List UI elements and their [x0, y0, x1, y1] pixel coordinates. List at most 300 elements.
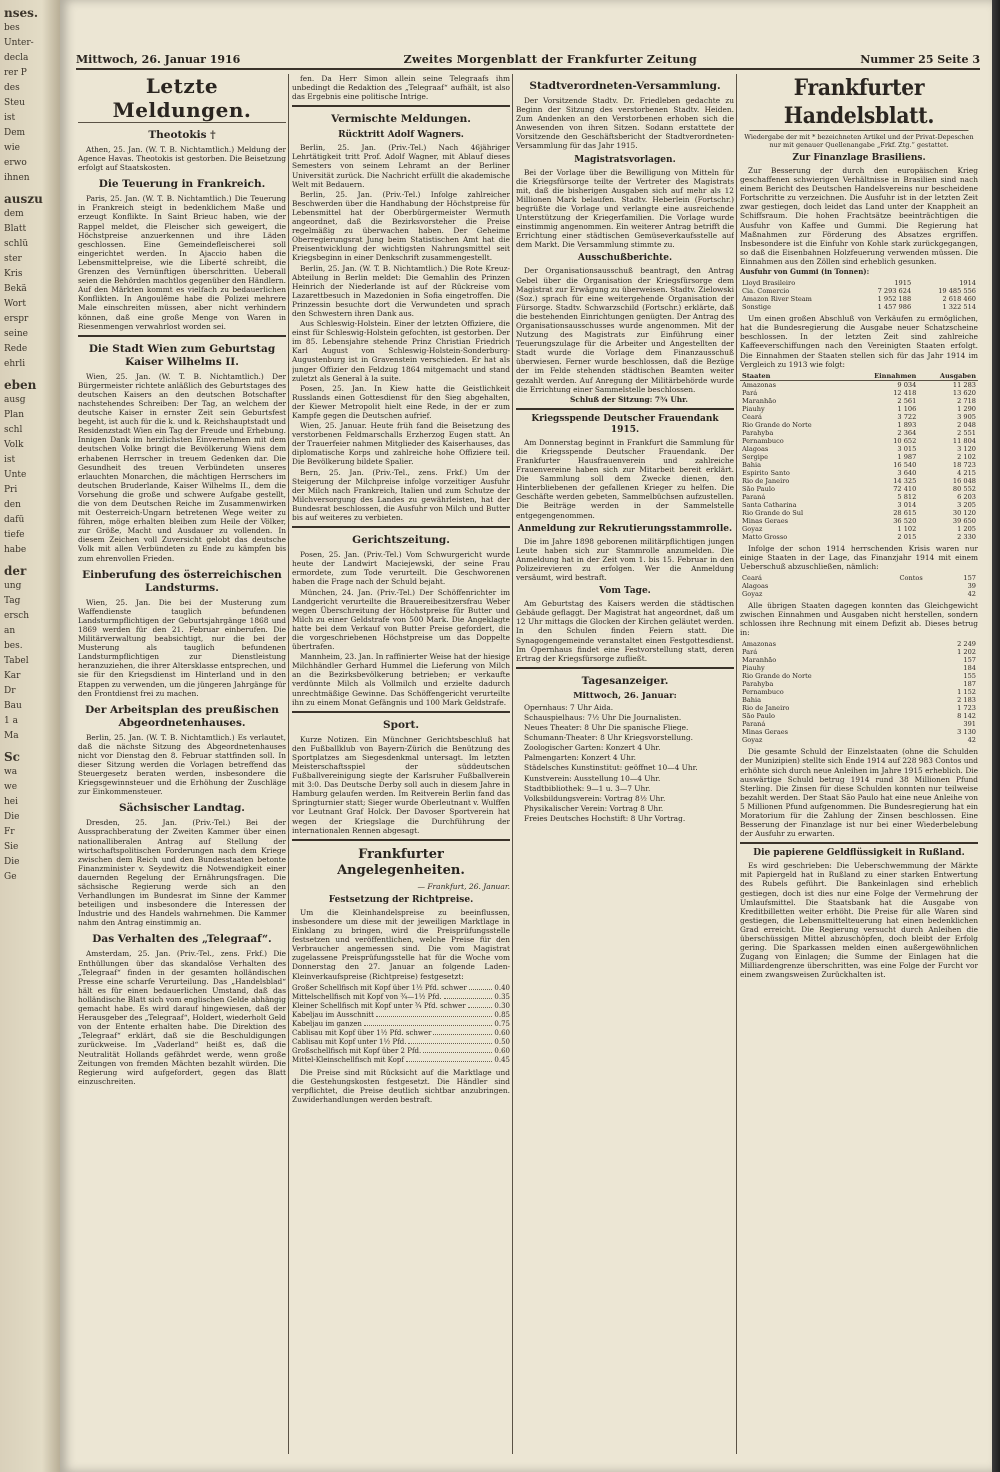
- article-text: Alle übrigen Staaten dagegen konnten das Gleichgewicht zwischen Einnahmen und Ausgaben nicht herstellen, sondern schlossen ihre Rechnung mit einem Defizit ab. Dieses betrug in:: [740, 600, 978, 638]
- article-text: Am Geburtstag des Kaisers werden die städtischen Gebäude geflaggt. Der Magistrat hat angeordnet, daß um 12 Uhr mittags die Glocken der Kirchen geläutet werden. In den Schulen finden Feiern statt. Die Synagogengemeinde veranstaltet einen Festgottesdienst. Im Opernhaus findet eine Festvorstellung statt, deren Ertrag der Kriegsfürsorge zufließt.: [516, 599, 734, 663]
- section-title: Gerichtszeitung.: [352, 534, 450, 547]
- price-value: 0.30: [494, 1001, 510, 1010]
- strip-fragment: schlü: [4, 239, 29, 249]
- strip-fragment: Steu: [4, 98, 25, 108]
- strip-fragment: we: [4, 782, 18, 792]
- table-row: [740, 413, 978, 421]
- table-cell: 5 812: [897, 492, 917, 501]
- table-cell: 391: [963, 720, 976, 729]
- divider: [292, 839, 510, 841]
- export-table: [740, 279, 978, 311]
- strip-fragment: Kris: [4, 269, 23, 279]
- price-row: [292, 1047, 510, 1056]
- table-cell: 3 205: [957, 500, 976, 509]
- article-subtitle: Anmeldung zur Rekrutierungsstammrolle.: [517, 523, 733, 534]
- article-text: Um einen großen Abschluß von Verkäufen zu ermöglichen, hat die Bundesregierung die Ausgabe neuer Schatzscheine beschlossen. In der letzten Zeit sind zahlreiche Kaffeeverschiffungen nach den Vereinigten Staaten erfolgt. Die Einnahmen der Staaten stellen sich für das Jahr 1914 im Vergleich zu 1913 wie folgt:: [740, 314, 978, 369]
- price-item: Großschellfisch mit Kopf über 2 Pfd.: [292, 1046, 422, 1055]
- article-text: Wien, 25. Jan. Die bei der Musterung zum Waffendienste tauglich befundenen Landsturmpflichtigen der Geburtsjahrgänge 1868 und 1869 werden für den 21. Februar einberufen. Die Militärverwaltung beabsichtigt, nur die bei der Musterung als tauglich befundenen Landsturmpflichtigen zur Dienstleistung heranzuziehen, die ihrer Altersklasse entsprechen, und sie für den Kriegsdienst im Hinterland und in den Etappen zu verwenden, um die jüngeren Jahrgänge für den Frontdienst frei zu machen.: [78, 597, 286, 698]
- table-row: [740, 461, 978, 469]
- strip-fragment: Tag: [4, 596, 21, 606]
- price-item: Großer Schellfisch mit Kopf über 1½ Pfd. schwer: [292, 983, 467, 992]
- article-text: Bei der Vorlage über die Bewilligung von Mitteln für die Kriegsfürsorge teilte der Vertreter des Magistrats mit, daß die bisherigen Ausgaben sich auf mehr als 12 Millionen Mark belaufen. Stadtv. Heberlein (Fortschr.) begrüßte die Vorlage und verlangte eine ausreichende Unterstützung der Kriegerfamilien. Die Vorlage wurde einstimmig angenommen. Ein weiterer Antrag betrifft die Errichtung einer städtischen Gemüseverkaufsstelle auf dem Markt. Die Versammlung stimmte zu.: [516, 167, 734, 250]
- table-row: [740, 509, 978, 517]
- table-row: [740, 590, 978, 598]
- strip-fragment: eben: [4, 378, 37, 392]
- table-cell: 11 283: [952, 380, 976, 389]
- strip-fragment: den: [4, 500, 21, 510]
- strip-fragment: an: [4, 626, 16, 636]
- newspaper-page: [60, 0, 992, 1472]
- table-cell: 80 552: [952, 484, 976, 493]
- price-row: [292, 1038, 510, 1047]
- article-text: Amsterdam, 25. Jan. (Priv.-Tel., zens. Frkf.) Die Enthüllungen über das skandalöse Verhalten des „Telegraaf“ finden in der gesamten holländischen Presse eine scharfe Verurteilung. Das „Handelsblad“ hält es für einen bedauerlichen Umstand, daß das holländische Blatt sich vom englischen Gelde abhängig gemacht habe. Es wird darauf hingewiesen, daß der Herausgeber des „Telegraaf“, Holdert, wiederholt Geld von der Entente erhalten habe. Die Direktion des „Telegraaf“ erklärt, daß sie die Beschuldigungen zurückweise. Im „Vaderland“ heißt es, daß die Neutralität Hollands gefährdet werde, wenn große Zeitungen von fremden Mächten bezahlt würden. Die Regierung wird aufgefordert, gegen das Blatt einzuschreiten.: [78, 949, 286, 1086]
- session-close: Schluß der Sitzung: 7¾ Uhr.: [570, 394, 688, 404]
- table-cell: Bahia: [742, 460, 762, 469]
- table-cell: 1 987: [897, 452, 917, 461]
- table-cell: 1 322 514: [942, 303, 976, 312]
- table-cell: Ceará: [742, 412, 762, 421]
- table-cell: Maranhão: [742, 656, 777, 665]
- strip-fragment: ster: [4, 254, 22, 264]
- table-row: [740, 704, 978, 712]
- strip-fragment: Unte: [4, 470, 27, 480]
- strip-fragment: habe: [4, 545, 27, 555]
- article-text: Es wird geschrieben: Die Ueberschwemmung der Märkte mit Papiergeld hat in Rußland zu einer starken Entwertung des Rubels geführt. Die Bankeinlagen sind erheblich gestiegen, doch ist dies nur eine Folge der Vermehrung der Umlaufsmittel. Die Staatsbank hat die Ausgabe von Kreditbilletten weiter erhöht. Die Preise für alle Waren sind gestiegen, die Lebensmittelteuerung hat einen bedenklichen Grad erreicht. Die Regierung versucht durch Anleihen die überschüssigen Mittel abzuschöpfen, doch bleibt der Erfolg gering. Die Sparkassen melden einen außergewöhnlichen Zugang von Einlagen; die Summe der Einlagen hat die Milliardengrenze überschritten, was eine Folge der Furcht vor einem zwangsweisen Zurückhalten ist.: [740, 861, 978, 980]
- deficit-table: [740, 640, 978, 744]
- table-cell: 18 723: [952, 460, 976, 469]
- table-header-cell: Einnahmen: [850, 372, 919, 381]
- price-row: [292, 1020, 510, 1029]
- table-cell: São Paulo: [742, 484, 775, 493]
- price-item: Cablisau mit Kopf über 1½ Pfd. schwer: [292, 1028, 432, 1037]
- column-3: [516, 74, 734, 1454]
- table-cell: 3 015: [897, 444, 917, 453]
- article-title: Die Stadt Wien zum Geburtstag Kaiser Wilhelms II.: [88, 342, 276, 368]
- table-row: [740, 405, 978, 413]
- divider: [516, 408, 734, 410]
- article-text: Mannheim, 23. Jan. In raffinierter Weise hat der hiesige Milchhändler Gerhard Hummel die Lieferung von Milch an die Bezirksbevölkerung betrieben; er verkaufte verdünnte Milch als Vollmilch und erzielte dadurch unrechtmäßige Gewinne. Das Schöffengericht verurteilte ihn zu einem Monat Gefängnis und 100 Mark Geldstrafe.: [292, 652, 510, 707]
- divider: [740, 842, 978, 844]
- article-text: Bern, 25. Jan. (Priv.-Tel., zens. Frkf.) Um der Steigerung der Milchpreise infolge vorzeitiger Ausfuhr der Milch nach Frankreich, Italien und zum Schutze der Milchversorgung des Landes zu gewährleisten, hat der Bundesrat beschlossen, die Ausfuhr von Milch und Butter bis auf weiteres zu verbieten.: [292, 467, 510, 523]
- strip-fragment: Pri: [4, 485, 18, 495]
- table-cell: Alagoas: [742, 581, 769, 590]
- price-value: 0.75: [494, 1019, 510, 1028]
- article-subtitle: Vom Tage.: [599, 586, 651, 597]
- price-value: 0.45: [494, 1055, 510, 1064]
- price-value: 0.60: [494, 1028, 510, 1037]
- table-cell: 1 205: [957, 524, 976, 533]
- table-cell: 3 130: [957, 728, 976, 737]
- divider: [516, 667, 734, 669]
- divider: [292, 526, 510, 528]
- table-row: [740, 525, 978, 533]
- price-item: Kabeljau im ganzen: [292, 1019, 362, 1028]
- strip-fragment: ausg: [4, 395, 26, 405]
- table-cell: 13 620: [952, 388, 976, 397]
- price-row: [292, 1011, 510, 1020]
- table-cell: 1 106: [897, 404, 917, 413]
- column-rule: [512, 74, 513, 1454]
- table-caption: Ausfuhr von Gummi (in Tonnen):: [740, 267, 870, 277]
- strip-fragment: wa: [4, 767, 18, 777]
- article-title: Der Arbeitsplan des preußischen Abgeordnetenhauses.: [85, 703, 279, 729]
- handelsblatt-masthead: Frankfurter Handelsblatt.: [750, 74, 969, 131]
- table-row: [740, 469, 978, 477]
- table-cell: Santa Catharina: [742, 500, 797, 509]
- column-2: [292, 74, 510, 1454]
- table-cell: 1 152: [957, 688, 976, 697]
- price-list: [292, 984, 510, 1065]
- table-row: [740, 728, 978, 736]
- article-text: Der Vorsitzende Stadtv. Dr. Friedleben gedachte zu Beginn der Sitzung des verstorbenen Stadtv. Heiden. Zum Andenken an den Verstorbenen erhoben sich die Anwesenden von ihren Sitzen. Sodann erstattete der Vorsitzende den Geschäftsbericht der Stadtverordneten-Versammlung für das Jahr 1915.: [516, 96, 734, 151]
- table-cell: 2 330: [957, 532, 976, 541]
- table-cell: 11 804: [952, 436, 976, 445]
- listing-item: Palmengarten: Konzert 4 Uhr.: [524, 753, 636, 763]
- table-row: [740, 437, 978, 445]
- table-cell: 28 615: [893, 508, 917, 517]
- strip-fragment: ung: [4, 581, 22, 591]
- table-cell: 6 203: [957, 492, 976, 501]
- table-cell: Rio Grande do Sul: [742, 508, 804, 517]
- section-title: Tagesanzeiger.: [581, 674, 669, 687]
- price-item: Mittelschellfisch mit Kopf von ¾—1½ Pfd.: [292, 992, 442, 1001]
- page-header: [76, 54, 980, 70]
- table-cell: 16 540: [893, 460, 917, 469]
- table-cell: Rio de Janeiro: [742, 704, 790, 713]
- strip-fragment: nses.: [4, 6, 39, 20]
- strip-fragment: Blatt: [4, 224, 27, 234]
- article-subtitle: Festsetzung der Richtpreise.: [328, 894, 474, 905]
- table-row: [740, 397, 978, 405]
- article-subtitle: Kriegsspende Deutscher Frauendank 1915.: [531, 413, 719, 435]
- divider: [292, 105, 510, 107]
- table-cell: 1 952 188: [877, 295, 912, 304]
- table-cell: Espirito Santo: [742, 468, 790, 477]
- table-row: [740, 640, 978, 648]
- table-cell: Minas Geraes: [742, 516, 789, 525]
- table-cell: 10 652: [893, 436, 917, 445]
- strip-fragment: hei: [4, 797, 19, 807]
- table-cell: 14 325: [893, 476, 917, 485]
- listing-date: Mittwoch, 26. Januar:: [573, 690, 677, 701]
- strip-fragment: ist: [4, 113, 16, 123]
- price-dots: [408, 1038, 492, 1044]
- article-text: Berlin, 25. Jan. (W. T. B. Nichtamtlich.) Es verlautet, daß die nächste Sitzung des Abgeordnetenhauses nicht vor Dienstag den 8. Februar stattfinden soll. In dieser Sitzung werden die Vorlagen betreffend das Steuergesetz beraten werden, insbesondere die Kriegsgewinnsteuer und die Erhöhung der Zuschläge zur Einkommensteuer.: [78, 732, 286, 797]
- price-value: 0.60: [494, 1046, 510, 1055]
- table-cell: Lloyd Brasileiro: [742, 279, 796, 288]
- table-cell: Pará: [742, 388, 758, 397]
- strip-fragment: dem: [4, 209, 24, 219]
- strip-fragment: Sc: [4, 750, 20, 764]
- table-cell: 12 418: [893, 388, 917, 397]
- table-cell: 3 640: [897, 468, 917, 477]
- section-title: Sport.: [383, 718, 419, 731]
- table-row: [740, 303, 978, 311]
- table-cell: 9 034: [897, 380, 917, 389]
- table-row: [740, 582, 978, 590]
- article-text: Zur Besserung der durch den europäischen Krieg geschaffenen schwierigen Verhältnisse in Brasilien sind nach einem Bericht des Deutschen Handelsvereins nur bescheidene Fortschritte zu verzeichnen. Die Ausfuhr ist in der letzten Zeit zwar gestiegen, doch leidet das Land unter der Knappheit an Schiffsraum. Die hohen Frachtsätze beeinträchtigen die Ausfuhr von Kaffee und Gummi. Die Regierung hat Maßnahmen zur Förderung des Absatzes ergriffen. Insbesondere ist die Einfuhr von Kohle stark zurückgegangen, so daß die Eisenbahnen Holzfeuerung verwenden müssen. Die Einnahmen aus den Zöllen sind erheblich gesunken.: [740, 166, 978, 266]
- article-text: Die gesamte Schuld der Einzelstaaten (ohne die Schulden der Munizipien) stellte sich Ende 1914 auf 228 983 Contos und erhöhte sich durch neue Anleihen im Jahre 1915 erheblich. Die auswärtige Schuld betrug 1914 rund 38 Millionen Pfund Sterling. Die Zinsen für diese Schulden konnten nur teilweise bezahlt werden. Der Staat São Paulo hat eine neue Anleihe von 5 Millionen Pfund aufgenommen. Die Bundesregierung hat ein Moratorium für die Zahlung der Zinsen beschlossen. Eine Besserung der Finanzlage ist nur bei einer Wiederbelebung der Ausfuhr zu erwarten.: [740, 747, 978, 839]
- table-cell: 187: [963, 680, 976, 689]
- article-subtitle: Ausschußberichte.: [577, 253, 673, 264]
- listing-item: Freies Deutsches Hochstift: 8 Uhr Vortrag.: [524, 813, 686, 823]
- article-list: [292, 550, 510, 707]
- table-row: [740, 389, 978, 397]
- table-cell: Piauhy: [742, 404, 765, 413]
- listing-item: Volksbildungsverein: Vortrag 8½ Uhr.: [524, 793, 666, 803]
- strip-fragment: Dem: [4, 128, 26, 138]
- table-cell: 1 457 986: [877, 303, 912, 312]
- strip-fragment: ist: [4, 455, 16, 465]
- table-cell: Pernambuco: [742, 436, 784, 445]
- table-cell: Sergipe: [742, 452, 769, 461]
- surplus-table: [740, 574, 978, 598]
- table-cell: 2 183: [957, 696, 976, 705]
- article-text: Am Donnerstag beginnt in Frankfurt die Sammlung für die Kriegsspende Deutscher Frauendank. Der Frankfurter Hausfrauenverein und zahlreiche Frauenvereine haben sich zur Mitarbeit bereit erklärt. Die Sammlung soll dem Zwecke dienen, den Hinterbliebenen der gefallenen Krieger zu helfen. Die Geschäfte werden gebeten, Sammelbüchsen aufzustellen. Die Beiträge werden in der Sammelstelle entgegengenommen.: [516, 437, 734, 520]
- state-revenue-table: [740, 372, 978, 541]
- strip-fragment: Rede: [4, 344, 28, 354]
- article-text: Berlin, 25. Jan. (W. T. B. Nichtamtlich.) Die Rote Kreuz-Abteilung in Berlin meldet: Die Gemahlin des Prinzen Heinrich der Niederlande ist auf der Rückreise vom Lazarettbesuch in Mazedonien in Sofia eingetroffen. Die Prinzessin besuchte dort die Verwundeten und sprach den Schwestern ihren Dank aus.: [292, 263, 510, 318]
- table-cell: 2 364: [897, 428, 917, 437]
- strip-fragment: auszu: [4, 192, 43, 206]
- price-value: 0.85: [494, 1010, 510, 1019]
- strip-fragment: decla: [4, 53, 29, 63]
- strip-fragment: Volk: [4, 440, 24, 450]
- price-dots: [433, 1029, 492, 1035]
- table-cell: Goyaz: [742, 589, 763, 598]
- strip-fragment: bes.: [4, 641, 23, 651]
- price-value: 0.50: [494, 1037, 510, 1046]
- table-row: [740, 445, 978, 453]
- table-cell: 16 048: [952, 476, 976, 485]
- table-cell: Alagoas: [742, 444, 769, 453]
- listing-item: Kunstverein: Ausstellung 10—4 Uhr.: [524, 773, 661, 783]
- strip-fragment: Die: [4, 812, 20, 822]
- table-cell: 2 551: [957, 428, 976, 437]
- table-cell: [837, 582, 924, 590]
- price-value: 0.40: [494, 983, 510, 992]
- table-cell: 8 142: [957, 712, 976, 721]
- article-title: Sächsischer Landtag.: [119, 802, 245, 815]
- table-cell: Cia. Comercio: [742, 287, 790, 296]
- table-cell: 1915: [894, 279, 912, 288]
- article-text: Berlin, 25. Jan. (Priv.-Tel.) Nach 46jähriger Lehrtätigkeit tritt Prof. Adolf Wagner, mit Ablauf dieses Semesters von seinem Lehramt an der Berliner Universität zurück. Die Nachricht erfüllt die akademische Welt mit Bedauern.: [292, 143, 510, 189]
- table-cell: Maranhão: [742, 396, 777, 405]
- article-title: Die Teuerung in Frankreich.: [98, 178, 266, 191]
- table-cell: Rio Grande do Norte: [742, 420, 812, 429]
- table-cell: 1 290: [957, 404, 976, 413]
- strip-fragment: der: [4, 564, 27, 578]
- listing-item: Opernhaus: 7 Uhr Aida.: [524, 702, 614, 712]
- strip-fragment: erspr: [4, 314, 29, 324]
- table-cell: 3 722: [897, 412, 917, 421]
- table-cell: Rio de Janeiro: [742, 476, 790, 485]
- table-cell: [837, 590, 924, 598]
- table-row: [740, 477, 978, 485]
- article-text: Der Organisationsausschuß beantragt, den Antrag Gebel über die Organisation der Kriegsfürsorge dem Magistrat zur Erwägung zu überweisen. Stadtv. Zielowski (Soz.) sprach für eine weitergehende Organisation der Fürsorge. Stadtv. Schwarzschild (Fortschr.) erklärte, daß die bestehenden Einrichtungen genügten. Der Antrag des Organisationsausschusses wurde angenommen. Mit der Nutzung des Magistrats zur Einführung einer Teuerungszulage für die Arbeiter und Angestellten der Stadt wurde die Vorlage dem Finanzausschuß überwiesen. Ferner wurde beschlossen, daß die Bezüge der im Felde stehenden städtischen Beamten weiter gezahlt werden. Auf Anregung der Militärbehörde wurde die Errichtung einer Sammelstelle beschlossen.: [516, 266, 734, 394]
- column-4: [740, 74, 978, 1454]
- price-dots: [469, 984, 493, 990]
- article-text: Infolge der schon 1914 herrschenden Krisis waren nur einige Staaten in der Lage, das Finanzjahr 1914 mit einem Ueberschuß abzuschließen, nämlich:: [740, 543, 978, 571]
- article-title: Das Verhalten des „Telegraaf“.: [92, 933, 272, 946]
- listing-item: Schauspielhaus: 7½ Uhr Die Journalisten.: [524, 712, 682, 722]
- price-item: Cablisau mit Kopf unter 1½ Pfd.: [292, 1037, 407, 1046]
- table-cell: 2 048: [957, 420, 976, 429]
- table-row: [740, 453, 978, 461]
- strip-fragment: bes: [4, 23, 20, 33]
- table-cell: 2 718: [957, 396, 976, 405]
- section-title: Frankfurter Angelegenheiten.: [337, 846, 465, 878]
- table-cell: 42: [967, 736, 976, 745]
- article-text: Die im Jahre 1898 geborenen militärpflichtigen jungen Leute haben sich zur Stammrolle anzumelden. Die Anmeldung hat in der Zeit vom 1. bis 15. Februar in den Polizeirevieren zu erfolgen. Wer die Anmeldung versäumt, wird bestraft.: [516, 536, 734, 583]
- table-cell: 2 561: [897, 396, 917, 405]
- table-row: [740, 380, 978, 389]
- table-cell: Piauhy: [742, 664, 765, 673]
- table-row: [740, 664, 978, 672]
- table-cell: 1914: [959, 279, 976, 288]
- lead-section-title: Letzte Meldungen.: [78, 74, 286, 123]
- table-row: [740, 712, 978, 720]
- table-cell: 39: [967, 581, 976, 590]
- table-cell: 1 102: [897, 524, 917, 533]
- strip-fragment: seine: [4, 329, 28, 339]
- article-text: München, 24. Jan. (Priv.-Tel.) Der Schöffenrichter im Landgericht verurteilte die Brauereibesitzersfrau Weber wegen Überschreitung der Höchstpreise für Butter und Milch zu einer Geldstrafe von 500 Mark. Die Angeklagte hatte bei dem Verkauf von Butter Preise gefordert, die die vorgeschriebenen Höchstpreise um das Doppelte übertrafen.: [292, 587, 510, 652]
- strip-fragment: Sie: [4, 842, 19, 852]
- table-cell: 2 102: [957, 452, 976, 461]
- strip-fragment: Ge: [4, 872, 17, 882]
- strip-fragment: wie: [4, 143, 20, 153]
- strip-fragment: Die: [4, 857, 20, 867]
- price-dots: [406, 1056, 492, 1062]
- article-subtitle: Die papierene Geldflüssigkeit in Rußland.: [753, 848, 965, 859]
- strip-fragment: erwo: [4, 158, 27, 168]
- table-cell: 39 650: [952, 516, 976, 525]
- price-row: [292, 984, 510, 993]
- listing-item: Physikalischer Verein: Vortrag 8 Uhr.: [524, 803, 664, 813]
- article-text: fen. Da Herr Simon allein seine Telegraafs ihm unbedingt die Redaktion des „Telegraaf“ aufhält, ist also das Ergebnis eine politische Intrige.: [292, 74, 510, 102]
- table-row: [740, 656, 978, 664]
- table-cell: Matto Grosso: [742, 532, 788, 541]
- price-item: Kabeljau im Ausschnitt: [292, 1010, 374, 1019]
- table-cell: 2 015: [897, 532, 917, 541]
- article-text: Dresden, 25. Jan. (Priv.-Tel.) Bei der Aussprachberatung der Zweiten Kammer über einen nationalliberalen Antrag auf Stellung der wirtschaftspolitischen Forderungen nach dem Kriege zwischen dem Reich und den Bundesstaaten betonte Finanzminister v. Seydewitz die Notwendigkeit einer dauernden Regelung der Ernährungsfragen. Die sächsische Regierung werde sich an den Verhandlungen im Bundesrat im Sinne der Kammer beteiligen und insbesondere die Interessen der Industrie und des Handels wahrnehmen. Die Kammer nahm den Antrag einstimmig an.: [78, 818, 286, 928]
- header-date: Mittwoch, 26. Januar 1916: [76, 53, 241, 66]
- table-row: [740, 574, 978, 582]
- table-cell: Amazon River Steam: [742, 295, 812, 304]
- table-cell: 3 905: [957, 412, 976, 421]
- table-row: [740, 517, 978, 525]
- table-row: [740, 672, 978, 680]
- price-row: [292, 1029, 510, 1038]
- strip-fragment: schl: [4, 425, 23, 435]
- table-cell: Parahyba: [742, 428, 774, 437]
- table-row: [740, 279, 978, 287]
- article-text: Posen, 25. Jan. In Kiew hatte die Geistlichkeit Russlands einen Gottesdienst für den Sieg abgehalten, der Kiewer Metropolit hielt eine Rede, in der er zum Kampfe gegen die Deutschen aufrief.: [292, 383, 510, 420]
- table-cell: 36 520: [893, 516, 917, 525]
- header-edition: Zweites Morgenblatt der Frankfurter Zeitung: [403, 53, 697, 66]
- table-row: [740, 287, 978, 295]
- table-cell: Rio Grande do Norte: [742, 672, 812, 681]
- strip-fragment: Fr: [4, 827, 15, 837]
- table-cell: Parahyba: [742, 680, 774, 689]
- article-title: Einberufung des österreichischen Landsturms.: [82, 568, 282, 594]
- page-edge-shadow: [992, 0, 1000, 1472]
- strip-fragment: Dr: [4, 686, 16, 696]
- price-row: [292, 1056, 510, 1065]
- table-cell: 184: [963, 664, 976, 673]
- listing-item: Städelsches Kunstinstitut: geöffnet 10—4 Uhr.: [524, 763, 698, 773]
- table-row: [740, 720, 978, 728]
- article-title: Theotokis †: [148, 129, 216, 141]
- table-row: [740, 485, 978, 493]
- price-value: 0.35: [494, 992, 510, 1001]
- article-list: [292, 143, 510, 522]
- article-subtitle: Zur Finanzlage Brasiliens.: [792, 153, 926, 163]
- strip-fragment: Unter-: [4, 38, 34, 48]
- price-dots: [423, 1047, 492, 1053]
- price-dots: [468, 1002, 493, 1008]
- strip-fragment: Plan: [4, 410, 25, 420]
- table-cell: 3 014: [897, 500, 917, 509]
- table-cell: 157: [963, 656, 976, 665]
- table-cell: Amazonas: [742, 380, 776, 389]
- table-cell: São Paulo: [742, 712, 775, 721]
- table-cell: Minas Geraes: [742, 728, 789, 737]
- listing-item: Zoologischer Garten: Konzert 4 Uhr.: [524, 743, 661, 753]
- table-header-row: [740, 372, 978, 381]
- strip-fragment: rer P: [4, 68, 27, 78]
- table-row: [740, 421, 978, 429]
- strip-fragment: tiefe: [4, 530, 25, 540]
- table-cell: Sonstige: [742, 303, 771, 312]
- table-cell: Paraná: [742, 492, 766, 501]
- article-text: Die Preise sind mit Rücksicht auf die Marktlage und die Gestehungskosten festgesetzt. Die Händler sind verpflichtet, die Preise deutlich sichtbar anzubringen. Zuwiderhandlungen werden bestraft.: [292, 1067, 510, 1104]
- listing-item: Stadtbibliothek: 9—1 u. 3—7 Uhr.: [524, 783, 651, 793]
- listing-item: Neues Theater: 8 Uhr Die spanische Fliege.: [524, 723, 689, 733]
- divider: [78, 335, 286, 337]
- table-cell: 7 293 624: [877, 287, 912, 296]
- listing-item: Schumann-Theater: 8 Uhr Kriegsvorstellung.: [524, 733, 693, 743]
- table-cell: 1 202: [957, 648, 976, 657]
- table-cell: Amazonas: [742, 640, 776, 649]
- table-cell: 3 120: [957, 444, 976, 453]
- table-cell: 72 410: [893, 484, 917, 493]
- strip-fragment: 1 a: [4, 716, 18, 726]
- header-page-number: Nummer 25 Seite 3: [860, 53, 980, 66]
- table-cell: 1 893: [897, 420, 917, 429]
- article-text: Posen, 25. Jan. (Priv.-Tel.) Vom Schwurgericht wurde heute der Landwirt Maciejewski, der seine Frau ermordete, zum Tode verurteilt. Die Geschworenen haben die Frage nach der Schuld bejaht.: [292, 550, 510, 587]
- article-text: Um die Kleinhandelspreise zu beeinflussen, insbesondere um diese mit der jeweiligen Marktlage in Einklang zu bringen, wird die Preisprüfungsstelle festsetzen und veröffentlichen, welche Preise für den Verbraucher angemessen sind. Die vom Magistrat zugelassene Preisprüfungsstelle hat für die Woche vom Donnerstag den 27. Januar an folgende Laden-Kleinverkaufspreise (Richtpreise) festgesetzt:: [292, 907, 510, 981]
- column-1: [78, 74, 286, 1454]
- table-cell: Ceará: [742, 573, 762, 582]
- table-cell: Goyaz: [742, 524, 763, 533]
- table-cell: 19 485 556: [938, 287, 976, 296]
- strip-fragment: Bekä: [4, 284, 27, 294]
- price-item: Mittel-Kleinschellfisch mit Kopf: [292, 1055, 404, 1064]
- article-text: Wien, 25. Januar. Heute früh fand die Beisetzung des verstorbenen Feldmarschalls Erzherzog Eugen statt. An der Trauerfeier nahmen Mitglieder des Kaiserhauses, das diplomatische Korps und zahlreiche hohe Offiziere teil. Die Bevölkerung bildete Spalier.: [292, 421, 510, 467]
- table-cell: 155: [963, 672, 976, 681]
- table-cell: 2 249: [957, 640, 976, 649]
- article-subtitle: Magistratsvorlagen.: [574, 154, 676, 165]
- strip-fragment: dafü: [4, 515, 25, 525]
- table-cell: 42: [967, 589, 976, 598]
- table-cell: Pará: [742, 648, 758, 657]
- table-row: [740, 680, 978, 688]
- table-row: [740, 533, 978, 541]
- strip-fragment: ersch: [4, 611, 30, 621]
- article-text: Wien, 25. Jan. (W. T. B. Nichtamtlich.) Der Bürgermeister richtete anläßlich des Geburtstages des deutschen Kaisers an den deutschen Botschafter nachstehendes Schreiben: Der Tag, an welchem der deutsche Kaiser in ernster Zeit sein Geburtsfest begeht, ist auch für die k. und k. Reichshauptstadt und Residenzstadt Wien ein Tag der Freude und Erhebung. Innigen Dank im herzlichsten Einvernehmen mit dem deutschen Volke bringt die Bevölkerung Wiens dem erhabenen Herrscher in treuem Gedenken dar. Die Gesundheit des treuen Verbündeten unseres erlauchten Monarchen, die mächtigen Herrschers im deutschen Bruderlande, Kaiser Wilhelms II., dem die Vorsehung die große und schwere Aufgabe gestellt, die von dem Deutschen Reiche im Zusammenwirken mit Oesterreich-Ungarn betretenen Wege weiter zu führen, möge erhalten bleiben zum Heile der Völker, zur Größe, Macht und Ausdauer zu vollenden. In diesem Zeichen voll Zuversicht gelobt das deutsche Volk mit allen Verbündeten zu Ende zu kämpfen bis zum ehrenvollen Frieden.: [78, 371, 286, 563]
- table-row: [740, 493, 978, 501]
